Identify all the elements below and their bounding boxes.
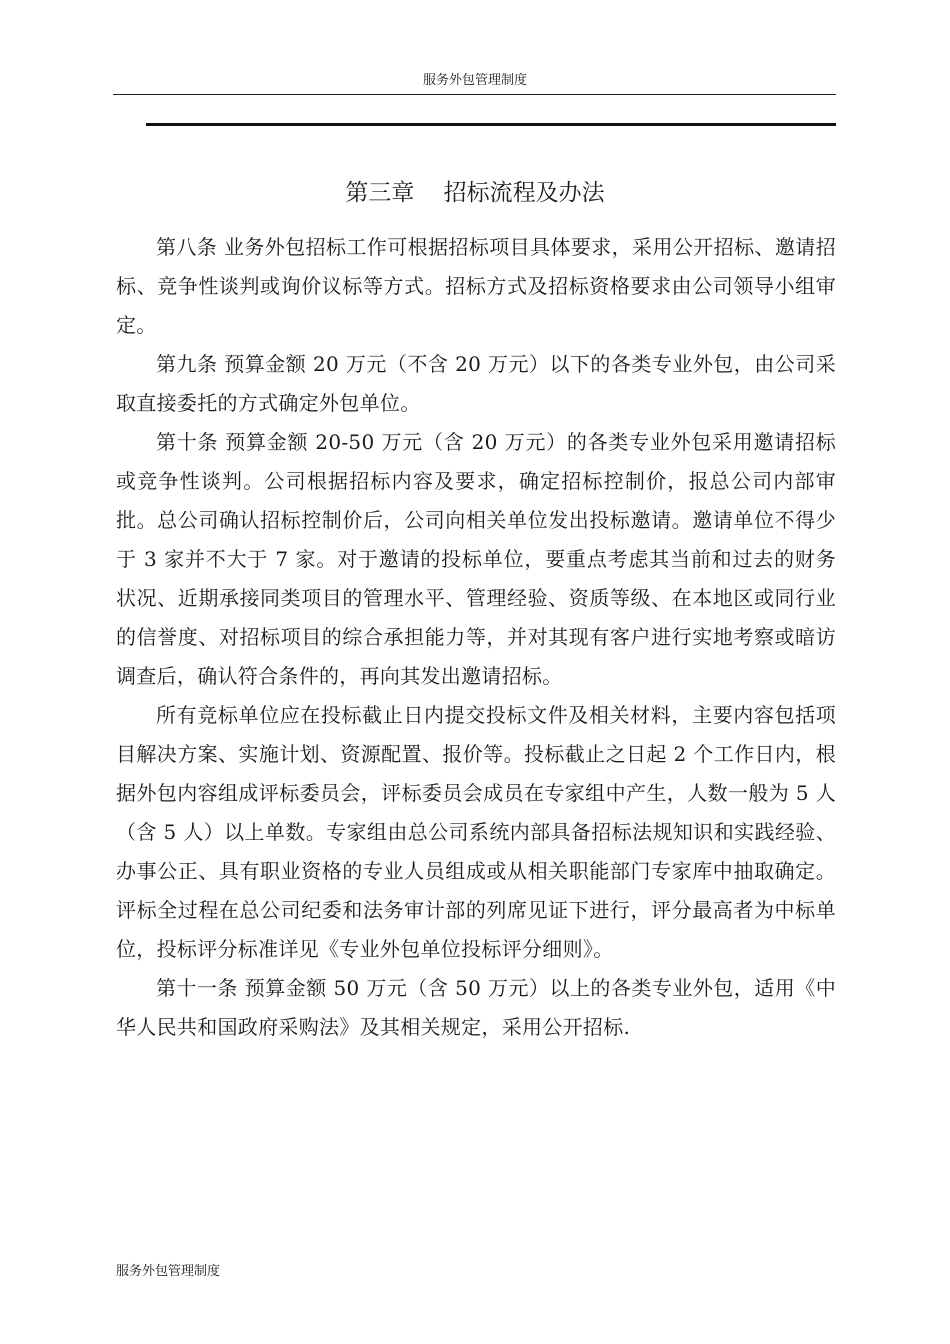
article-9: 第九条 预算金额 20 万元（不含 20 万元）以下的各类专业外包，由公司采取直接委托的方式确定外包单位。 bbox=[116, 352, 836, 415]
running-footer: 服务外包管理制度 bbox=[116, 1264, 221, 1279]
running-header: 服务外包管理制度 bbox=[422, 73, 527, 88]
article-11: 第十一条 预算金额 50 万元（含 50 万元）以上的各类专业外包，适用《中华人民共和国政府采购法》及其相关规定，采用公开招标. bbox=[116, 976, 836, 1039]
article-10: 第十条 预算金额 20-50 万元（含 20 万元）的各类专业外包采用邀请招标或竞争性谈判。公司根据招标内容及要求，确定招标控制价，报总公司内部审批。总公司确认招标控制价后，公司向相关单位发出投标邀请。邀请单位不得少于 3 家并不大于 7 家。对于邀请的投标单位，要重点考虑其当前和过去的财务状况、近期承接同类项目的管理水平、管理经验、资质等级、在本地区或同行业的信誉度、对招标项目的综合承担能力等，并对其现有客户进行实地考察或暗访调查后，确认符合条件的，再向其发出邀请招标。 bbox=[116, 430, 836, 688]
header-rule-thin bbox=[113, 94, 836, 95]
document-body bbox=[116, 228, 836, 1047]
article-8: 第八条 业务外包招标工作可根据招标项目具体要求，采用公开招标、邀请招标、竞争性谈判或询价议标等方式。招标方式及招标资格要求由公司领导小组审定。 bbox=[116, 235, 836, 337]
bidding-procedure-paragraph: 所有竞标单位应在投标截止日内提交投标文件及相关材料，主要内容包括项目解决方案、实施计划、资源配置、报价等。投标截止之日起 2 个工作日内，根据外包内容组成评标委员会，评标委员会成员在专家组中产生，人数一般为 5 人（含 5 人）以上单数。专家组由总公司系统内部具备招标法规知识和实践经验、办事公正、具有职业资格的专业人员组成或从相关职能部门专家库中抽取确定。评标全过程在总公司纪委和法务审计部的列席见证下进行，评分最高者为中标单位，投标评分标准详见《专业外包单位投标评分细则》。 bbox=[116, 703, 836, 961]
header-rule-thick bbox=[146, 123, 836, 126]
chapter-title: 第三章 招标流程及办法 bbox=[345, 180, 605, 206]
